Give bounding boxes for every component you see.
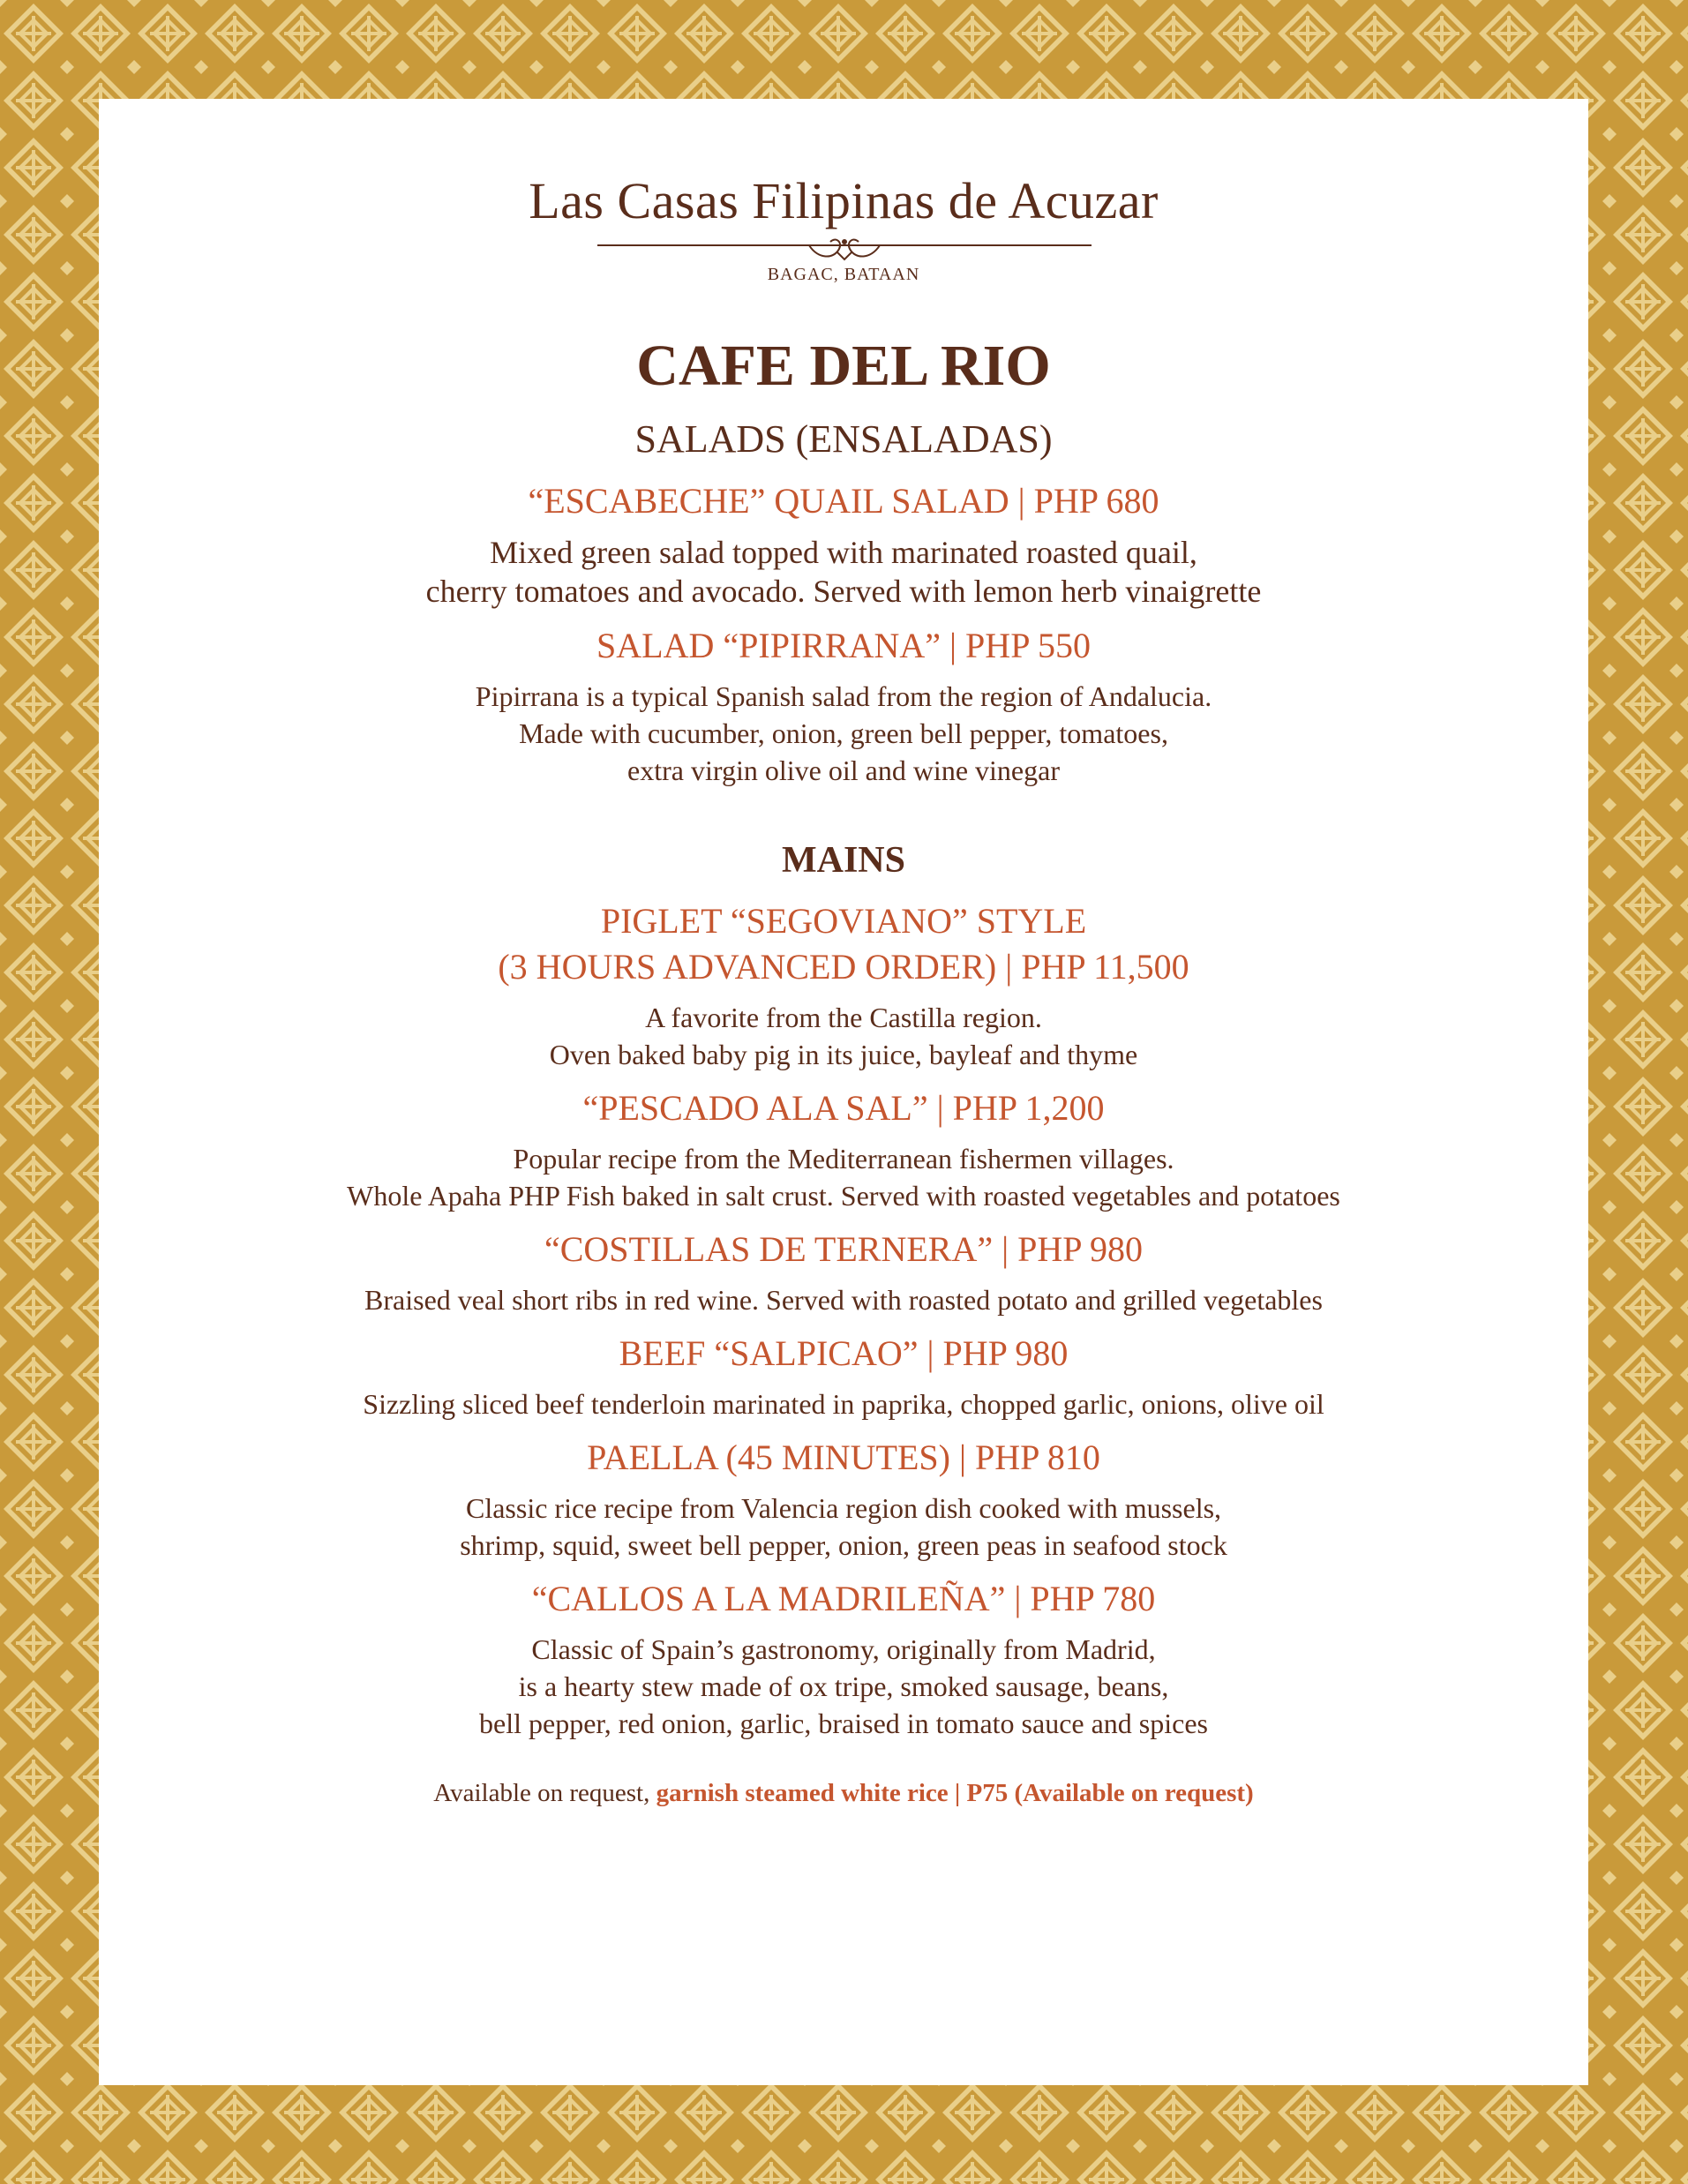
menu-item-name-line: “ESCABECHE” QUAIL SALAD | PHP 680 xyxy=(528,481,1159,521)
menu-item-description-line: Made with cucumber, onion, green bell pepper, tomatoes, xyxy=(519,717,1168,749)
menu-item-name xyxy=(99,623,1588,669)
menu-item-name-line: SALAD “PIPIRRANA” | PHP 550 xyxy=(596,626,1091,665)
logo-name: Las Casas Filipinas de Acuzar xyxy=(529,172,1159,229)
menu-item-name xyxy=(99,1331,1588,1377)
menu-item-description-line: Mixed green salad topped with marinated roasted quail, xyxy=(490,535,1197,570)
footer-prefix: Available on request, xyxy=(433,1779,656,1807)
menu-item-description xyxy=(99,999,1588,1073)
menu-item-name-line: PIGLET “SEGOVIANO” STYLE xyxy=(600,901,1087,941)
menu-item-description-line: Pipirrana is a typical Spanish salad from the region of Andalucia. xyxy=(475,680,1212,712)
section-title: SALADS (ENSALADAS) xyxy=(634,417,1053,461)
menu-item-description-line: Braised veal short ribs in red wine. Served with roasted potato and grilled vegetables xyxy=(364,1284,1323,1316)
menu-item-description xyxy=(99,1140,1588,1214)
menu-item-description-line: bell pepper, red onion, garlic, braised in tomato sauce and spices xyxy=(479,1707,1208,1739)
menu-content xyxy=(99,334,1588,1808)
menu-item-description xyxy=(99,1385,1588,1422)
menu-item-description-line: is a hearty stew made of ox tripe, smoked sausage, beans, xyxy=(518,1670,1169,1702)
menu-sections xyxy=(99,417,1588,1742)
menu-item-name-line: “CALLOS A LA MADRILEÑA” | PHP 780 xyxy=(531,1579,1156,1618)
logo-ornament-icon xyxy=(597,233,1092,263)
menu-item-name xyxy=(99,1435,1588,1481)
menu-item-name xyxy=(99,1085,1588,1131)
menu-item-name xyxy=(99,1227,1588,1272)
menu-item-name-line: “COSTILLAS DE TERNERA” | PHP 980 xyxy=(544,1229,1143,1269)
menu-item-name-line: “PESCADO ALA SAL” | PHP 1,200 xyxy=(582,1088,1105,1128)
logo-location: BAGAC, BATAAN xyxy=(767,265,920,284)
menu-item-description-line: Classic of Spain’s gastronomy, originally from Madrid, xyxy=(531,1633,1156,1665)
menu-item-name-line: BEEF “SALPICAO” | PHP 980 xyxy=(619,1333,1069,1373)
menu-item-description-line: cherry tomatoes and avocado. Served with lemon herb vinaigrette xyxy=(425,574,1262,609)
menu-item-description-line: Popular recipe from the Mediterranean fishermen villages. xyxy=(513,1143,1174,1175)
section-title: MAINS xyxy=(781,840,905,881)
menu-item-description-line: Oven baked baby pig in its juice, bayleaf and thyme xyxy=(549,1039,1138,1070)
menu-item-description-line: extra virgin olive oil and wine vinegar xyxy=(627,754,1060,786)
menu-item-description xyxy=(99,1281,1588,1318)
footer-accent: garnish steamed white rice | P75 (Available on request) xyxy=(656,1779,1254,1807)
menu-item-description-line: Whole Apaha PHP Fish baked in salt crust. Served with roasted vegetables and potatoes xyxy=(347,1180,1340,1212)
logo xyxy=(99,99,1588,311)
menu-item-description-line: shrimp, squid, sweet bell pepper, onion, green peas in seafood stock xyxy=(460,1529,1227,1561)
menu-item-name-line: PAELLA (45 MINUTES) | PHP 810 xyxy=(587,1437,1100,1477)
menu-item-description-line: Sizzling sliced beef tenderloin marinated in paprika, chopped garlic, onions, olive oil xyxy=(363,1388,1324,1420)
menu-item-name-line: (3 HOURS ADVANCED ORDER) | PHP 11,500 xyxy=(498,947,1189,987)
menu-item-name xyxy=(99,478,1588,524)
menu-item-name xyxy=(99,1576,1588,1622)
page-title: CAFE DEL RIO xyxy=(636,334,1051,398)
menu-item-description xyxy=(99,678,1588,789)
menu-item-description xyxy=(99,1490,1588,1564)
menu-card xyxy=(99,99,1588,2085)
footer-note xyxy=(99,1779,1588,1808)
menu-item-description-line: A favorite from the Castilla region. xyxy=(645,1002,1042,1033)
menu-item-description xyxy=(99,1631,1588,1742)
menu-item-name xyxy=(99,898,1588,990)
menu-item-description xyxy=(99,533,1588,611)
menu-item-description-line: Classic rice recipe from Valencia region dish cooked with mussels, xyxy=(465,1492,1222,1524)
